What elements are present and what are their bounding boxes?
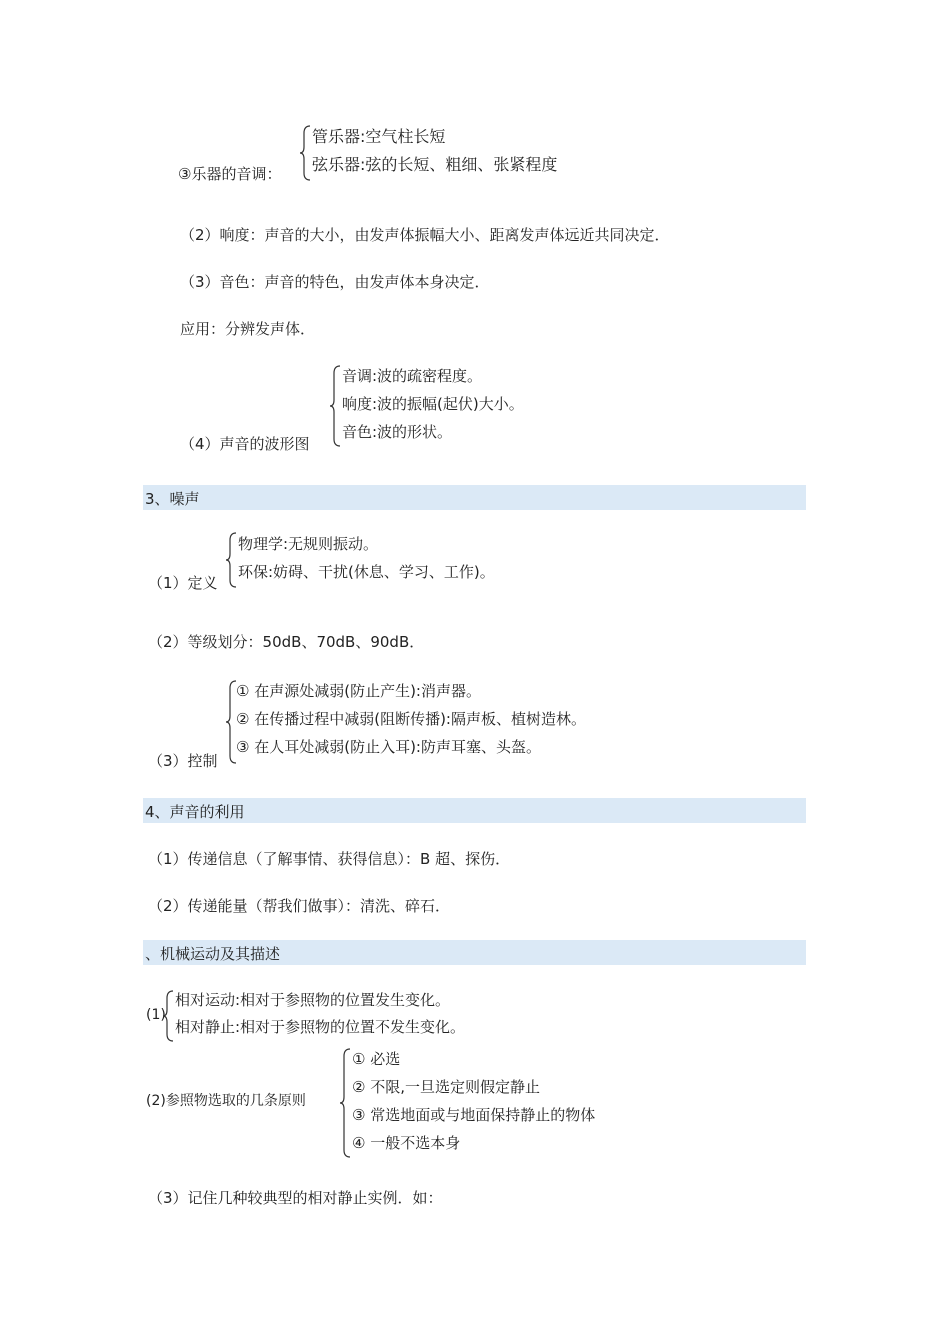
brace-item: 环保:妨碍、干扰(休息、学习、工作)。 — [238, 563, 495, 581]
left-brace — [340, 1048, 352, 1158]
transmit-info-line: （1）传递信息（了解事情、获得信息）：B 超、探伤． — [148, 850, 511, 868]
brace-item: 音调:波的疏密程度。 — [342, 367, 483, 385]
section-title: 、机械运动及其描述 — [145, 945, 281, 963]
brace-item: 管乐器:空气柱长短 — [312, 127, 446, 146]
brace-item: 音色:波的形状。 — [342, 423, 453, 441]
application-line: 应用：分辨发声体． — [180, 320, 316, 338]
left-brace — [300, 125, 312, 181]
left-brace — [163, 990, 175, 1042]
definition-label: （1）定义 — [148, 574, 218, 592]
section-heading — [143, 485, 806, 510]
noise-levels-line: （2）等级划分：50dB、70dB、90dB． — [148, 633, 425, 651]
section-title: 4、声音的利用 — [145, 803, 245, 821]
relative-label: (1) — [146, 1007, 166, 1023]
examples-line: （3）记住几种较典型的相对静止实例．如： — [148, 1189, 443, 1207]
left-brace — [226, 532, 238, 588]
brace-item: 相对静止:相对于参照物的位置不发生变化。 — [175, 1018, 466, 1036]
brace-item: ③ 常选地面或与地面保持静止的物体 — [352, 1106, 596, 1124]
transmit-energy-line: （2）传递能量（帮我们做事）：清洗、碎石． — [148, 897, 451, 915]
section-title: 3、噪声 — [145, 490, 200, 508]
brace-item: ① 在声源处减弱(防止产生):消声器。 — [236, 682, 481, 700]
loudness-line: （2）响度：声音的大小，由发声体振幅大小、距离发声体远近共同决定． — [180, 226, 670, 244]
waveform-label: （4）声音的波形图 — [180, 435, 310, 453]
brace-item: 相对运动:相对于参照物的位置发生变化。 — [175, 991, 451, 1009]
brace-item: ③ 在人耳处减弱(防止入耳):防声耳塞、头盔。 — [236, 738, 541, 756]
brace-item: 响度:波的振幅(起伏)大小。 — [342, 395, 524, 413]
brace-item: ② 在传播过程中减弱(阻断传播):隔声板、植树造林。 — [236, 710, 586, 728]
left-brace — [330, 365, 342, 447]
section-heading — [143, 940, 806, 965]
section-heading — [143, 798, 806, 823]
brace-item: ② 不限,一旦选定则假定静止 — [352, 1078, 540, 1096]
control-label: （3）控制 — [148, 752, 218, 770]
brace-item: ① 必选 — [352, 1050, 401, 1068]
reference-label: (2)参照物选取的几条原则 — [146, 1093, 306, 1109]
instrument-pitch-label: ③乐器的音调： — [178, 165, 282, 183]
timbre-line: （3）音色：声音的特色，由发声体本身决定． — [180, 273, 490, 291]
brace-item: ④ 一般不选本身 — [352, 1134, 461, 1152]
brace-item: 物理学:无规则振动。 — [238, 535, 379, 553]
brace-item: 弦乐器:弦的长短、粗细、张紧程度 — [312, 155, 558, 174]
